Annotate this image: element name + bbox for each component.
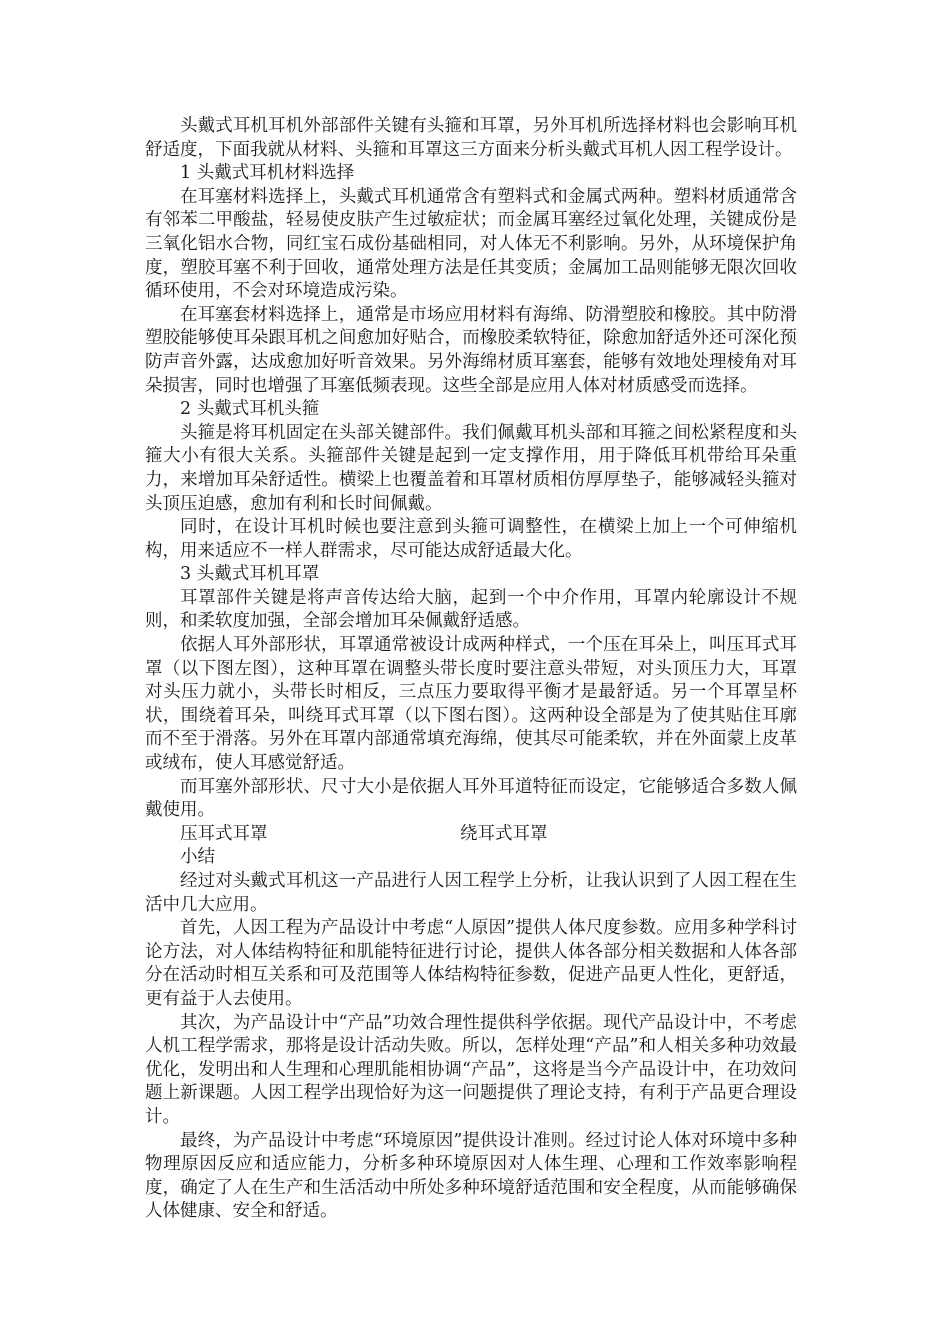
figure-captions — [145, 823, 797, 847]
caption-on-ear: 压耳式耳罩 — [180, 823, 268, 844]
paragraph-earbud-cover-material: 在耳塞套材料选择上，通常是市场应用材料有海绵、防滑塑胶和橡胶。其中防滑塑胶能够使耳朵跟耳机之间愈加好贴合，而橡胶柔软特征，除愈加舒适外还可深化预防声音外露，达成愈加好听音效果。另外海绵材质耳塞套，能够有效地处理棱角对耳朵损害，同时也增强了耳塞低频表现。这些全部是应用人体对材质感受而选择。 — [145, 304, 797, 396]
paragraph-earbud-material: 在耳塞材料选择上，头戴式耳机通常含有塑料式和金属式两种。塑料材质通常含有邻苯二甲酸盐，轻易使皮肤产生过敏症状；而金属耳塞经过氧化处理，关键成份是三氧化铝水合物，同红宝石成份基础相同，对人体无不利影响。另外，从环境保护角度，塑胶耳塞不利于回收，通常处理方法是任其变质；金属加工品则能够无限次回收循环使用，不会对环境造成污染。 — [145, 186, 797, 302]
paragraph-headband: 头箍是将耳机固定在头部关键部件。我们佩戴耳机头部和耳箍之间松紧程度和头箍大小有很大关系。头箍部件关键是起到一定支撑作用，用于降低耳机带给耳朵重力，来增加耳朵舒适性。横梁上也覆盖着和耳罩材质相仿厚厚垫子，能够减轻头箍对头顶压迫感，愈加有利和长时间佩戴。 — [145, 422, 797, 514]
paragraph-final: 最终，为产品设计中考虑“环境原因”提供设计准则。经过讨论人体对环境中多种物理原因反应和适应能力，分析多种环境原因对人体生理、心理和工作效率影响程度，确定了人在生产和生活活动中所处多种环境舒适范围和安全程度，从而能够确保人体健康、安全和舒适。 — [145, 1130, 797, 1222]
section-heading-materials: 1 头戴式耳机材料选择 — [180, 163, 355, 184]
paragraph-earcup-styles: 依据人耳外部形状，耳罩通常被设计成两种样式，一个压在耳朵上，叫压耳式耳罩（以下图左图），这种耳罩在调整头带长度时要注意头带短，对头顶压力大，耳罩对头压力就小，头带长时相反，三点压力要取得平衡才是最舒适。另一个耳罩呈杯状，围绕着耳朵，叫绕耳式耳罩（以下图右图）。这两种设全部是为了使其贴住耳廓而不至于滑落。另外在耳罩内部通常填充海绵，使其尽可能柔软，并在外面蒙上皮革或绒布，使人耳感觉舒适。 — [145, 635, 797, 774]
paragraph-summary: 经过对头戴式耳机这一产品进行人因工程学上分析，让我认识到了人因工程在生活中几大应用。 — [145, 871, 797, 915]
intro-paragraph: 头戴式耳机耳机外部部件关键有头箍和耳罩，另外耳机所选择材料也会影响耳机舒适度，下面我就从材料、头箍和耳罩这三方面来分析头戴式耳机人因工程学设计。 — [145, 116, 797, 160]
paragraph-earbud-shape: 而耳塞外部形状、尺寸大小是依据人耳外耳道特征而设定，它能够适合多数人佩戴使用。 — [145, 776, 797, 821]
caption-around-ear: 绕耳式耳罩 — [460, 823, 548, 844]
paragraph-earcup: 耳罩部件关键是将声音传达给大脑，起到一个中介作用，耳罩内轮廓设计不规则，和柔软度加强，全部会增加耳朵佩戴舒适感。 — [145, 587, 797, 632]
section-heading-headband: 2 头戴式耳机头箍 — [180, 399, 320, 420]
document-body — [145, 115, 797, 1224]
paragraph-first: 首先，人因工程为产品设计中考虑“人原因”提供人体尺度参数。应用多种学科讨论方法，对人体结构特征和肌能特征进行讨论，提供人体各部分相关数据和人体各部分在活动时相互关系和可及范围等人体结构特征参数，促进产品更人性化，更舒适，更有益于人去使用。 — [145, 918, 797, 1009]
section-heading-earcup: 3 头戴式耳机耳罩 — [180, 564, 320, 585]
paragraph-headband-adjust: 同时，在设计耳机时候也要注意到头箍可调整性，在横梁上加上一个可伸缩机构，用来适应不一样人群需求，尽可能达成舒适最大化。 — [145, 517, 797, 561]
section-heading-summary: 小结 — [180, 847, 215, 868]
paragraph-second: 其次，为产品设计中“产品”功效合理性提供科学依据。现代产品设计中，不考虑人机工程学需求，那将是设计活动失败。所以，怎样处理“产品”和人相关多种功效最优化，发明出和人生理和心理肌能相协调“产品”，这将是当今产品设计中，在功效问题上新课题。人因工程学出现恰好为这一问题提供了理论支持，有利于产品更合理设计。 — [145, 1012, 797, 1127]
